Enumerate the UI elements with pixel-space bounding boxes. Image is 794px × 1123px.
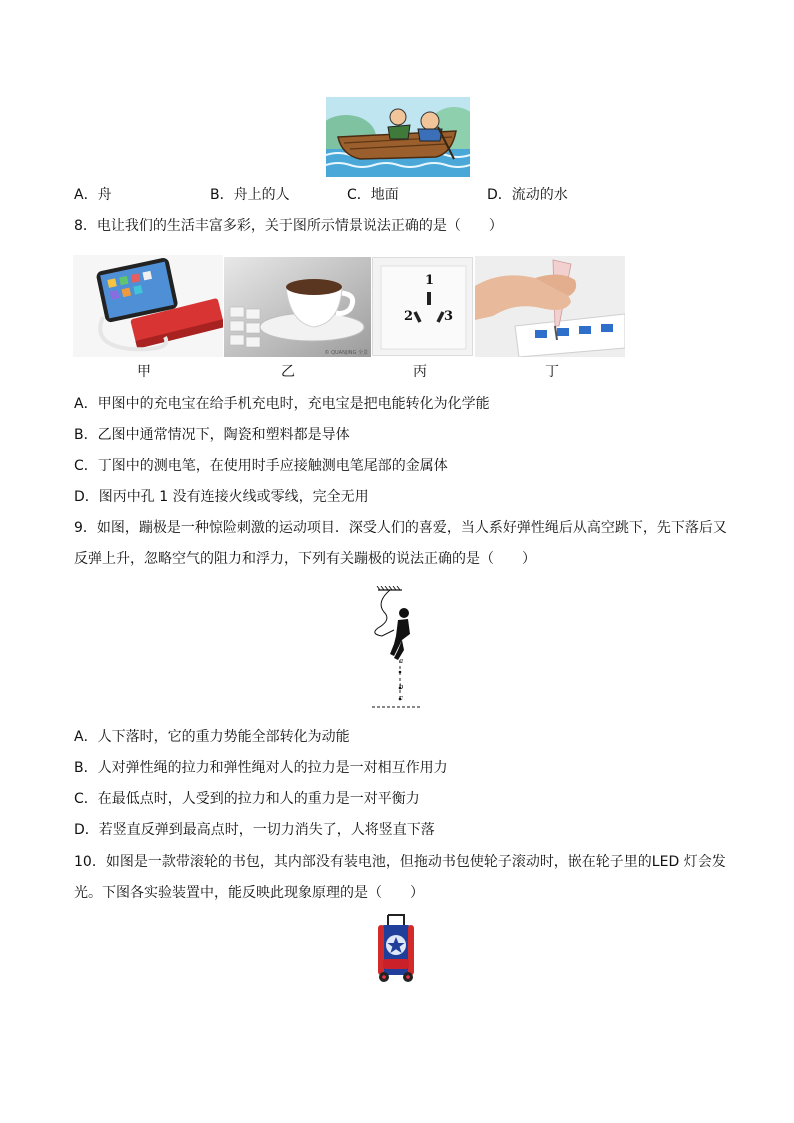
caption-yi: 乙 xyxy=(281,364,295,380)
q8-stem: 8．电让我们的生活丰富多彩，关于图所示情景说法正确的是（ ） xyxy=(74,218,503,234)
q10-stem-line1: 10．如图是一款带滚轮的书包，其内部没有装电池，但拖动书包使轮子滚动时，嵌在轮子里的LED 灯会发 xyxy=(74,854,726,870)
socket-label-3: 3 xyxy=(444,309,454,324)
q7-option-b: B．舟上的人 xyxy=(210,187,290,203)
bungee-label-p: P xyxy=(399,634,404,642)
q9-option-a: A．人下落时，它的重力势能全部转化为动能 xyxy=(74,729,350,745)
q8-option-d: D．图丙中孔 1 没有连接火线或零线，完全无用 xyxy=(74,489,369,505)
q8-option-c: C．丁图中的测电笔，在使用时手应接触测电笔尾部的金属体 xyxy=(74,458,448,474)
q7-option-a: A．舟 xyxy=(74,187,112,203)
socket-label-2: 2 xyxy=(404,309,414,324)
bungee-label-c: c xyxy=(399,694,403,702)
q9-option-c: C．在最低点时，人受到的拉力和人的重力是一对平衡力 xyxy=(74,791,420,807)
rolling-backpack-illustration xyxy=(375,913,417,983)
bungee-label-b: b xyxy=(399,683,404,691)
q8-option-a: A．甲图中的充电宝在给手机充电时，充电宝是把电能转化为化学能 xyxy=(74,396,490,412)
bungee-figure xyxy=(368,586,422,712)
socket-diagram xyxy=(372,257,473,356)
caption-bing: 丙 xyxy=(413,364,427,380)
bungee-label-a: a xyxy=(399,657,404,665)
q9-stem-line1: 9．如图，蹦极是一种惊险刺激的运动项目．深受人们的喜爱，当人系好弹性绳后从高空跳下，先下落后又 xyxy=(74,520,727,536)
boat-illustration xyxy=(326,97,470,177)
q7-option-d: D．流动的水 xyxy=(487,187,568,203)
q8-option-b: B．乙图中通常情况下，陶瓷和塑料都是导体 xyxy=(74,427,350,443)
photo-watermark: © QUANJING 全景 xyxy=(324,350,368,356)
q7-option-c: C．地面 xyxy=(347,187,399,203)
coffee-cup-photo xyxy=(224,257,371,357)
power-bank-photo xyxy=(73,255,223,357)
q9-stem-line2: 反弹上升，忽略空气的阻力和浮力，下列有关蹦极的说法正确的是（ ） xyxy=(74,551,536,567)
test-pen-photo xyxy=(475,256,625,357)
q10-stem-line2: 光。下图各实验装置中，能反映此现象原理的是（ ） xyxy=(74,885,424,901)
q9-option-d: D．若竖直反弹到最高点时，一切力消失了，人将竖直下落 xyxy=(74,822,435,838)
socket-label-1: 1 xyxy=(425,273,435,288)
q9-option-b: B．人对弹性绳的拉力和弹性绳对人的拉力是一对相互作用力 xyxy=(74,760,448,776)
caption-ding: 丁 xyxy=(545,364,559,380)
caption-jia: 甲 xyxy=(137,364,151,380)
